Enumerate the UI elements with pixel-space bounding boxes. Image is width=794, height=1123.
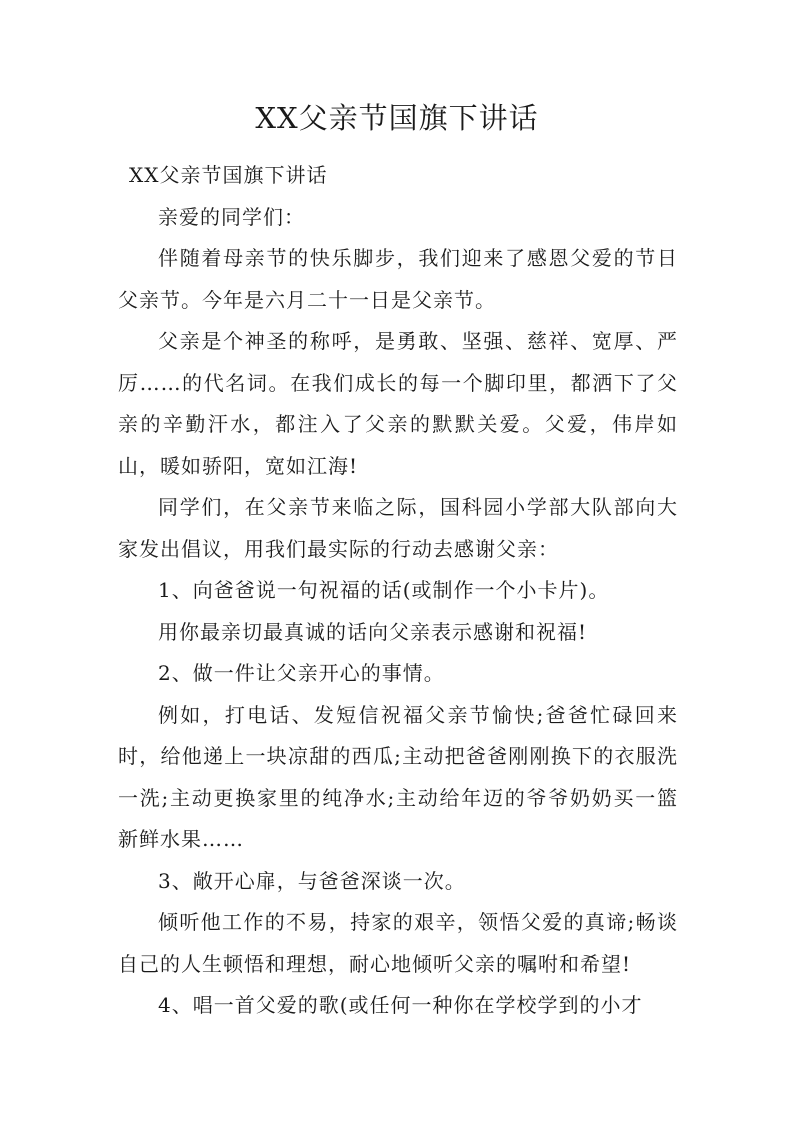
list-item-paragraph: 3、敞开心扉，与爸爸深谈一次。 [158, 868, 466, 893]
document-body [118, 155, 678, 1027]
greeting-paragraph: 亲爱的同学们： [158, 204, 305, 229]
document-title: XX父亲节国旗下讲话 [255, 101, 539, 135]
body-paragraph: 伴随着母亲节的快乐脚步，我们迎来了感恩父爱的节日父亲节。今年是六月二十一日是父亲节。 [118, 246, 678, 312]
list-item-paragraph: 4、唱一首父爱的歌(或任何一种你在学校学到的小才 [158, 993, 643, 1017]
body-paragraph: 同学们，在父亲节来临之际，国科园小学部大队部向大家发出倡议，用我们最实际的行动去感谢父亲： [118, 495, 678, 561]
body-paragraph: 例如，打电话、发短信祝福父亲节愉快;爸爸忙碌回来时，给他递上一块凉甜的西瓜;主动把爸爸刚刚换下的衣服洗一洗;主动更换家里的纯净水;主动给年迈的爷爷奶奶买一篮新鲜水果…… [118, 702, 678, 851]
body-paragraph: 倾听他工作的不易，持家的艰辛，领悟父爱的真谛;畅谈自己的人生顿悟和理想，耐心地倾听父亲的嘱咐和希望! [118, 910, 678, 976]
list-item-paragraph: 1、向爸爸说一句祝福的话(或制作一个小卡片)。 [158, 578, 610, 602]
body-paragraph: 用你最亲切最真诚的话向父亲表示感谢和祝福! [158, 619, 588, 644]
body-paragraph: 父亲是个神圣的称呼，是勇敢、坚强、慈祥、宽厚、严厉……的代名词。在我们成长的每一个脚印里，都洒下了父亲的辛勤汗水，都注入了父亲的默默关爱。父爱，伟岸如山，暖如骄阳，宽如江海! [118, 329, 678, 478]
subtitle-paragraph: XX父亲节国旗下讲话 [129, 163, 328, 187]
list-item-paragraph: 2、做一件让父亲开心的事情。 [158, 661, 445, 685]
